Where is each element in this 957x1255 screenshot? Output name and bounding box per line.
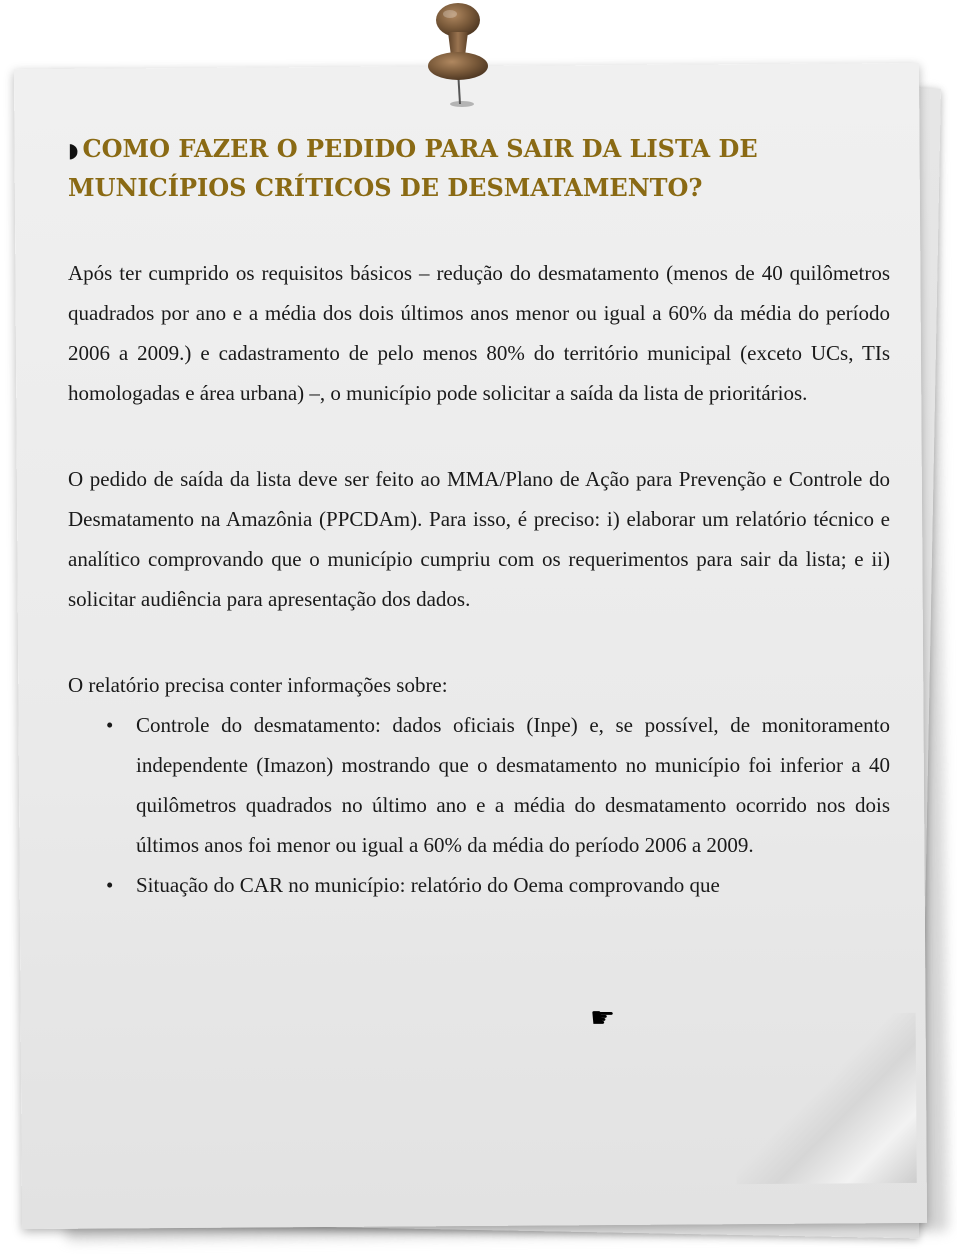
report-requirements-list (68, 705, 890, 905)
bullet-icon: • (106, 873, 114, 897)
list-item (68, 865, 890, 905)
paragraph-requirements: Após ter cumprido os requisitos básicos – redução do desmatamento (menos de 40 quilômetros quadrados por ano e a média dos dois últimos anos menor ou igual a 60% da média do período 2006 a 2009.) e cadastramento de pelo menos 80% do território municipal (exceto UCs, TIs homologadas e área urbana) –, o município pode solicitar a saída da lista de prioritários. (68, 261, 890, 405)
paragraph-request: O pedido de saída da lista deve ser feito ao MMA/Plano de Ação para Prevenção e Controle do Desmatamento na Amazônia (PPCDAm). Para isso, é preciso: i) elaborar um relatório técnico e analítico comprovando que o município cumpriu com os requerimentos para sair da lista; e ii) solicitar audiência para apresentação dos dados. (68, 467, 890, 611)
paragraph-report-intro: O relatório precisa conter informações sobre: (68, 673, 448, 697)
pointing-hand-icon: ☛ (590, 1001, 616, 1034)
bullet-icon: • (106, 713, 114, 737)
note-content (68, 130, 890, 905)
list-item (68, 705, 890, 865)
list-item-text: Situação do CAR no município: relatório do Oema comprovando que (136, 873, 720, 897)
heading-marker-icon: ◗ (68, 138, 79, 162)
heading-title: COMO FAZER O PEDIDO PARA SAIR DA LISTA DE MUNICÍPIOS CRÍTICOS DE DESMATAMENTO? (68, 134, 758, 202)
paper-curl (736, 1013, 917, 1184)
section-heading (68, 130, 890, 207)
push-pin-icon (418, 0, 498, 110)
list-item-text: Controle do desmatamento: dados oficiais (Inpe) e, se possível, de monitoramento independente (Imazon) mostrando que o desmatamento no município foi inferior a 40 quilômetros quadrados no último ano e a média do desmatamento ocorrido nos dois últimos anos foi menor ou igual a 60% da média do período 2006 a 2009. (136, 713, 890, 857)
